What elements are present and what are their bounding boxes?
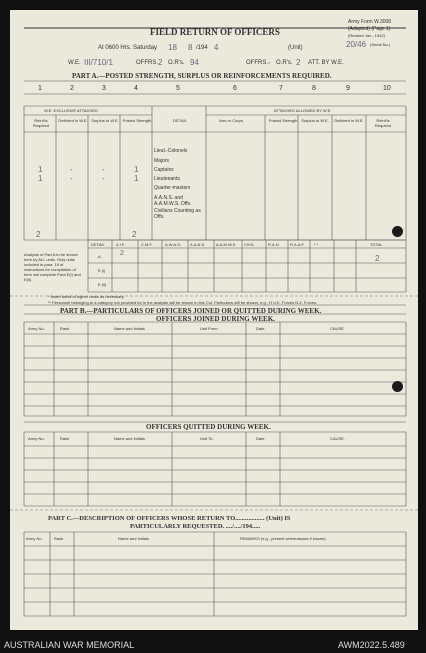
analysis-col: CIVIL	[244, 242, 255, 247]
column-number: 10	[383, 85, 391, 92]
analysis-col: R.A.A.F.	[290, 242, 305, 247]
column-header: Reinf'ts Required	[374, 118, 392, 128]
ors-value: 94	[190, 58, 199, 67]
joined-header: Date	[256, 326, 265, 331]
quitted-header: CAUSE.	[330, 436, 345, 441]
column-number: 9	[346, 85, 350, 92]
captains-cell: -	[70, 165, 73, 174]
column-number: 4	[134, 85, 138, 92]
part-a-title: PART A.—POSTED STRENGTH, SURPLUS OR REINFORCEMENTS REQUIRED.	[72, 72, 332, 80]
column-header: Posted Strength	[268, 118, 298, 123]
captains-cell: 1	[134, 165, 139, 174]
column-header: Reinf'ts Required	[32, 118, 50, 128]
column-header: Deficient in W.E.	[58, 118, 88, 123]
date-year-prefix: /194	[196, 45, 208, 51]
form-number: Army Form W.3008	[348, 19, 392, 25]
ors2-label: O.R's.	[276, 60, 293, 66]
offrs-value: 2	[158, 58, 163, 67]
analysis-row: E.(ii)	[98, 282, 107, 287]
offrs2-label: OFFRS.	[246, 60, 268, 66]
footer-accession: AWM2022.5.489	[338, 640, 405, 650]
form-page	[10, 10, 418, 630]
joined-title: OFFICERS JOINED DURING WEEK.	[156, 315, 275, 323]
detail-item: Civilians Counting as Offs.	[154, 208, 201, 220]
part-c-header: Rank	[54, 536, 64, 541]
joined-header: Name and Initials	[114, 326, 145, 331]
detail-item: Majors	[154, 158, 170, 164]
analysis-aif-value: 2	[120, 250, 124, 257]
part-b-title: PART B.—PARTICULARS OF OFFICERS JOINED OR QUITTED DURING WEEK.	[60, 307, 322, 315]
lieutenants-cell: 1	[38, 174, 43, 183]
column-number: 6	[233, 85, 237, 92]
date-month: 8	[188, 43, 193, 52]
analysis-col: TOTAL	[370, 242, 383, 247]
date-year: 4	[214, 43, 219, 52]
date-day: 18	[168, 43, 177, 52]
analysis-col: R.A.N.	[268, 242, 280, 247]
group-right-label: ATTACHED ALLOWED BY W.E.	[274, 108, 332, 113]
part-c-header: REMARKS (e.g., present whereabouts if known).	[240, 536, 327, 541]
form-revised: (Revised Jan., 1942)	[348, 33, 385, 38]
we-value: III/710/1	[84, 58, 113, 67]
total-posted: 2	[132, 230, 137, 239]
offrs-label: OFFRS.	[136, 60, 158, 66]
column-header: Deficient in W.E.	[334, 118, 364, 123]
part-c-title-2: PARTICULARLY REQUESTED. ..../..../194.....	[130, 523, 261, 530]
column-number: 8	[312, 85, 316, 92]
analysis-col: A.I.F.	[116, 242, 126, 247]
captains-cell: 1	[38, 165, 43, 174]
part-c-header: Army No.	[26, 536, 43, 541]
analysis-row: E.(i)	[98, 268, 106, 273]
column-header: DETAIL	[173, 118, 187, 123]
group-left-label: W.E. EXCLUSIVE ATTACHED	[44, 108, 98, 113]
detail-item: A.A.N.S. and A.A.M.W.S. Offs.	[154, 195, 192, 207]
quitted-header: Unit To.	[200, 436, 214, 441]
column-number: 5	[176, 85, 180, 92]
detail-item: Lieutenants	[154, 176, 180, 182]
column-number: 1	[38, 85, 42, 92]
footer-credit: AUSTRALIAN WAR MEMORIAL	[4, 640, 135, 650]
analysis-note: Analysis of Part A to be shown here by ALL units. Only units included in para. 19 of instructions for compilation of form will complete Para E(i) and E(ii).	[24, 252, 81, 282]
analysis-row: A.	[98, 254, 102, 259]
part-c-title-1: PART C.—DESCRIPTION OF OFFICERS WHOSE RETURN TO.................. (Unit) IS	[48, 515, 291, 522]
column-header: Posted Strength	[122, 118, 152, 123]
quitted-header: Name and Initials	[114, 436, 145, 441]
serial-label: (Serial No.)	[370, 42, 391, 47]
column-number: 3	[102, 85, 106, 92]
analysis-col: A.A.N.S.	[190, 242, 206, 247]
serial-number: 20/46	[346, 40, 367, 49]
analysis-col: * *	[314, 242, 319, 247]
analysis-col: DETAIL	[91, 242, 105, 247]
punch-hole-icon	[392, 381, 403, 392]
total-reinf: 2	[36, 230, 41, 239]
part-c-header: Name and Initials.	[118, 536, 151, 541]
we-label: W.E.	[68, 60, 81, 66]
analysis-col: A.W.A.S.	[165, 242, 182, 247]
ors2-value: 2	[296, 58, 301, 67]
column-number: 7	[279, 85, 283, 92]
joined-header: Unit From	[200, 326, 218, 331]
quitted-title: OFFICERS QUITTED DURING WEEK.	[146, 423, 271, 431]
quitted-header: Rank	[60, 436, 70, 441]
quitted-header: Date.	[256, 436, 266, 441]
joined-header: Army No.	[28, 326, 45, 331]
detail-item: Captains	[154, 167, 174, 173]
analysis-col: A.A.M.W.S.	[216, 242, 237, 247]
att-label: ATT. BY W.E.	[308, 60, 344, 66]
lieutenants-cell: 1	[134, 174, 139, 183]
detail-item: Lieut.-Colonels	[154, 148, 188, 154]
ors-label: O.R's.	[168, 60, 185, 66]
column-header: Arm or Corps	[219, 118, 243, 123]
lieutenants-cell: -	[102, 174, 105, 183]
captains-cell: -	[102, 165, 105, 174]
punch-hole-icon	[392, 226, 403, 237]
column-header: Surplus to W.E.	[91, 118, 119, 123]
column-header: Surplus to W.E.	[301, 118, 329, 123]
joined-header: Rank	[60, 326, 70, 331]
form-adapted: (Adapted) (Page 1)	[348, 26, 391, 32]
form-title: FIELD RETURN OF OFFICERS	[150, 27, 280, 37]
footnote-1: * Insert detail of higher ranks as necessary.	[48, 294, 125, 299]
analysis-total-value: 2	[375, 254, 380, 263]
quitted-header: Army No.	[28, 436, 45, 441]
footnote-2: ** Personnel belonging to a category not provided for in the analysis will be shown in this Col. Particulars will be shown, e.g., H U.K. Forces N.Z. Forces.	[48, 300, 318, 305]
lieutenants-cell: -	[70, 174, 73, 183]
detail-item: Quarter-masters	[154, 185, 191, 191]
unit-label: (Unit)	[288, 45, 303, 51]
analysis-col: C.M.F.	[141, 242, 153, 247]
date-line-label: At 0600 Hrs. Saturday	[98, 45, 158, 51]
column-number: 2	[70, 85, 74, 92]
offrs2-value: -	[268, 58, 271, 67]
joined-header: CAUSE	[330, 326, 344, 331]
